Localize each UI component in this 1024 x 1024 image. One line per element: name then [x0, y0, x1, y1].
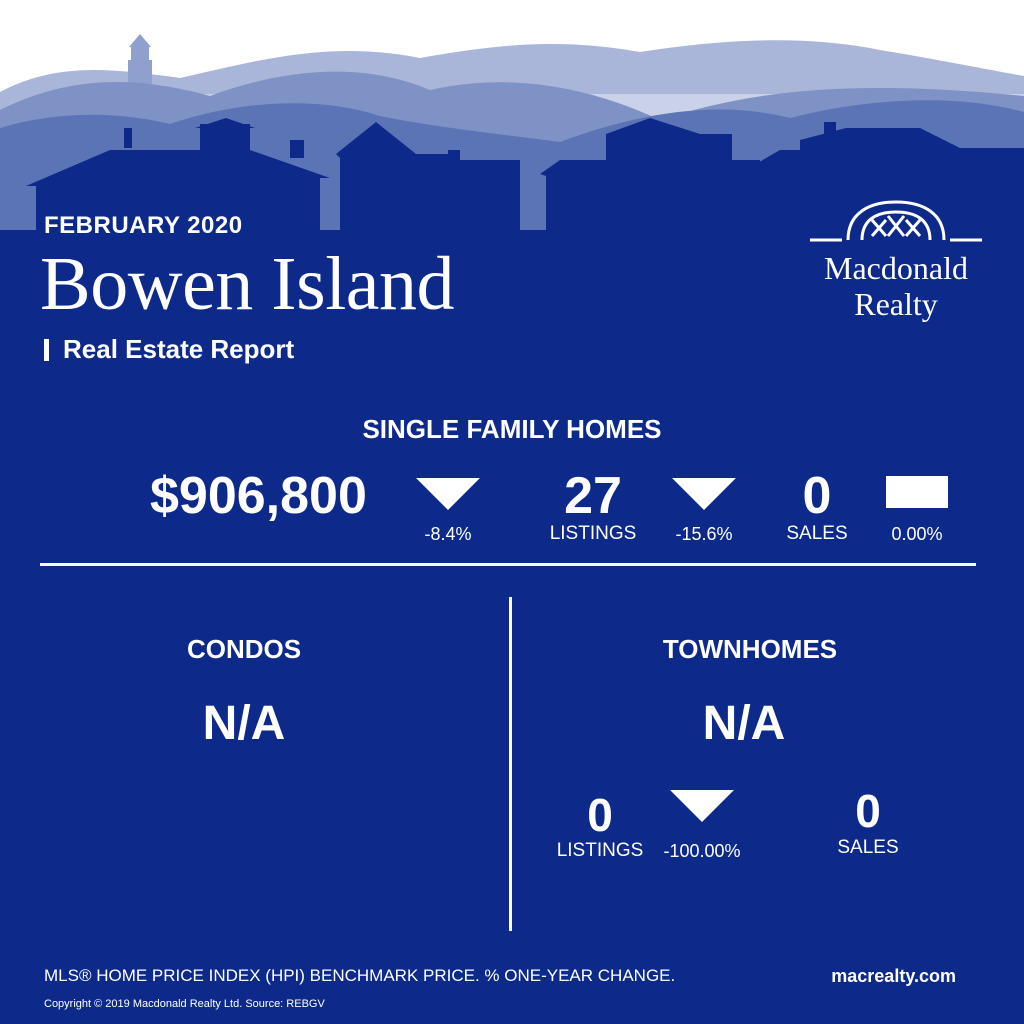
logo-text-macdonald: Macdonald: [824, 250, 968, 286]
sfh-listings-down-icon: [672, 478, 736, 510]
condos-title: CONDOS: [186, 634, 302, 664]
sfh-sales-no-change-icon: [886, 476, 948, 508]
townhomes-sales-value: 0: [855, 785, 881, 837]
townhomes-listings-value: 0: [587, 789, 613, 841]
sfh-listings-change: -15.6%: [675, 524, 733, 544]
sfh-price-change: -8.4%: [424, 524, 472, 544]
logo-arch-icon: [806, 196, 986, 252]
condos-value: N/A: [202, 697, 286, 750]
sfh-benchmark-price: $906,800: [150, 467, 367, 525]
subtitle-text: Real Estate Report: [63, 334, 295, 364]
townhomes-title: TOWNHOMES: [662, 634, 838, 664]
section-divider-vertical: [509, 597, 512, 931]
townhomes-value: N/A: [702, 697, 786, 750]
subtitle-bar: [44, 339, 49, 361]
townhomes-listings-change: -100.00%: [663, 841, 741, 861]
sfh-price-down-icon: [416, 478, 480, 510]
section-divider-horizontal: [40, 563, 976, 566]
townhomes-listings-label: LISTINGS: [556, 840, 644, 861]
footer-website-link[interactable]: macrealty.com: [831, 966, 956, 986]
logo-text-realty: Realty: [854, 286, 938, 322]
report-month: FEBRUARY 2020: [44, 212, 243, 239]
page-subtitle: [44, 334, 294, 365]
sfh-sales-change: 0.00%: [891, 524, 943, 544]
copyright-text: Copyright © 2019 Macdonald Realty Ltd. Source: REBGV: [44, 998, 325, 1010]
sfh-listings-label: LISTINGS: [549, 523, 637, 544]
townhomes-listings-down-icon: [670, 790, 734, 822]
macdonald-realty-logo: [806, 196, 986, 336]
sfh-sales-label: SALES: [786, 523, 848, 544]
single-family-title: SINGLE FAMILY HOMES: [362, 414, 662, 444]
townhomes-sales-label: SALES: [837, 837, 899, 858]
footer-note: MLS® HOME PRICE INDEX (HPI) BENCHMARK PRICE. % ONE-YEAR CHANGE.: [44, 966, 676, 985]
page-title: Bowen Island: [40, 242, 455, 326]
sfh-listings-value: 27: [564, 467, 622, 525]
sfh-sales-value: 0: [802, 467, 832, 525]
